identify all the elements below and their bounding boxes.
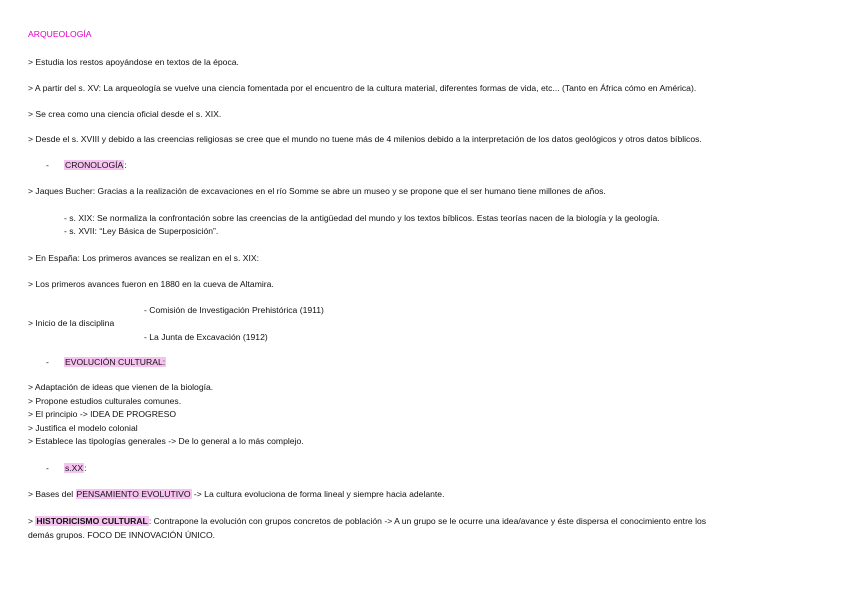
sxx-colon: : [84, 463, 87, 473]
intro-line-4: > Desde el s. XVIII y debido a las creencias religiosas se cree que el mundo no tuene más de 4 milenios debido a la interpretación de los datos geológicos y otros datos bíblicos. [28, 134, 702, 144]
cronologia-heading-row [46, 160, 127, 171]
historicismo-text: : Contrapone la evolución con grupos concretos de población -> A un grupo se le ocurre una idea/avance y éste dispersa el conocimiento entre los [148, 516, 707, 526]
historicismo-highlight: HISTORICISMO CULTURAL [36, 516, 148, 526]
bases-suffix: -> La cultura evoluciona de forma lineal y siempre hacia adelante. [191, 489, 445, 499]
bullet-dash: - [46, 463, 49, 473]
sxx-heading-row [46, 463, 87, 474]
sub-item-xvii: - s. XVII: “Ley Básica de Superposición”. [64, 226, 219, 236]
inicio-label: > Inicio de la disciplina [28, 318, 115, 328]
evolucion-heading: EVOLUCIÓN CULTURAL: [65, 357, 166, 367]
bases-line [28, 489, 444, 500]
intro-line-3: > Se crea como una ciencia oficial desde el s. XIX. [28, 109, 222, 119]
intro-line-1: > Estudia los restos apoyándose en textos de la época. [28, 57, 239, 67]
altamira-line: > Los primeros avances fueron en 1880 en la cueva de Altamira. [28, 279, 274, 289]
document-title: ARQUEOLOGÍA [28, 29, 92, 39]
intro-line-2: > A partir del s. XV: La arqueología se vuelve una ciencia fomentada por el encuentro de la cultura material, diferentes formas de vida, etc... (Tanto en África cómo en América). [28, 83, 697, 93]
evolucion-heading-row [46, 357, 166, 368]
evolucion-item-4: > Justifica el modelo colonial [28, 423, 138, 433]
evolucion-item-5: > Establece las tipologías generales -> De lo general a lo más complejo. [28, 436, 304, 446]
pensamiento-evolutivo-highlight: PENSAMIENTO EVOLUTIVO [76, 489, 191, 499]
bullet-dash: - [46, 160, 49, 170]
evolucion-item-3: > El principio -> IDEA DE PROGRESO [28, 409, 177, 419]
cronologia-colon: : [124, 160, 127, 170]
bucher-line: > Jaques Bucher: Gracias a la realización de excavaciones en el río Somme se abre un museo y se propone que el ser humano tiene millones de años. [28, 186, 606, 196]
bullet-dash: - [46, 357, 49, 367]
historicismo-line-2: demás grupos. FOCO DE INNOVACIÓN ÚNICO. [28, 530, 216, 540]
historicismo-prefix: > [28, 516, 36, 526]
sxx-heading: s.XX [65, 463, 84, 473]
evolucion-item-2: > Propone estudios culturales comunes. [28, 396, 182, 406]
cronologia-heading: CRONOLOGÍA [65, 160, 124, 170]
bases-prefix: > Bases del [28, 489, 76, 499]
sub-item-xix: - s. XIX: Se normaliza la confrontación sobre las creencias de la antigüedad del mundo y los textos bíblicos. Estas teorías nacen de la biología y la geología. [64, 213, 660, 223]
espana-line: > En España: Los primeros avances se realizan en el s. XIX: [28, 253, 259, 263]
inicio-item-1: - Comisión de Investigación Prehistórica (1911) [144, 305, 324, 315]
inicio-item-2: - La Junta de Excavación (1912) [144, 332, 268, 342]
evolucion-item-1: > Adaptación de ideas que vienen de la biología. [28, 382, 214, 392]
historicismo-line-1 [28, 516, 706, 527]
